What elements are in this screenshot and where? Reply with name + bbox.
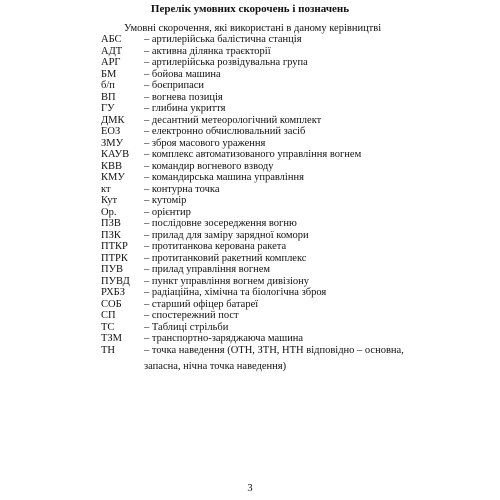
abbreviation-definition: – десантний метеорологічний комплект [144,114,322,126]
abbreviation-definition: – кутомір [144,195,187,206]
abbreviation-definition: – активна ділянка траєкторії [144,45,271,57]
page-number: 3 [247,483,253,494]
abbreviation-definition: – пункт управління вогнем дивізіону [144,275,310,287]
abbreviation-term: ПТРК [101,252,128,264]
abbreviation-row [101,345,431,375]
abbreviation-definition: – Таблиці стрільби [144,321,229,333]
page-title: Перелік умовних скорочень і позначень [150,3,350,15]
abbreviation-definition: – комплекс автоматизованого управління вогнем [144,149,362,160]
abbreviation-row [101,184,431,196]
abbreviation-term: СП [101,310,116,321]
abbreviation-row [101,34,431,46]
abbreviation-term: ПУВ [101,264,124,275]
abbreviation-row [101,172,431,184]
abbreviation-row [101,299,431,311]
abbreviation-row [101,126,431,138]
abbreviation-row [101,46,431,58]
abbreviation-row [101,310,431,322]
abbreviation-definition: – прилад для заміру зарядної комори [144,229,309,241]
abbreviation-definition: – артилерійська розвідувальна група [144,57,308,68]
abbreviation-definition: – точка наведення (ОТН, ЗТН, НТН відповідно – основна, запасна, нічна точка наведення) [144,344,404,372]
abbreviation-row [101,57,431,69]
abbreviation-definition: – спостережний пост [144,310,239,321]
abbreviation-row [101,264,431,276]
abbreviation-term: КВВ [101,160,123,172]
abbreviation-term: ПЗК [101,229,121,241]
abbreviation-definition: – зброя масового ураження [144,137,266,149]
abbreviation-term: ТС [101,321,115,333]
abbreviation-row [101,253,431,265]
abbreviation-row [101,241,431,253]
abbreviation-row [101,161,431,173]
abbreviation-term: КМУ [101,172,125,183]
abbreviation-term: ПУВД [101,275,130,287]
abbreviation-definition: – командир вогневого взводу [144,160,274,172]
abbreviation-row [101,218,431,230]
abbreviation-row [101,276,431,288]
abbreviation-definition: – вогнева позиція [144,91,223,103]
abbreviation-row [101,287,431,299]
abbreviation-definition: – контурна точка [144,183,220,195]
abbreviation-term: ЗМУ [101,137,124,149]
abbreviation-list [101,34,431,375]
abbreviation-term: ДМК [101,114,125,126]
abbreviation-term: Ор. [101,206,117,218]
abbreviation-term: ЕОЗ [101,126,121,137]
abbreviation-term: б/п [101,80,115,91]
abbreviation-definition: – електронно обчислювальний засіб [144,126,306,137]
abbreviation-term: РХБЗ [101,287,125,298]
abbreviation-row [101,80,431,92]
abbreviation-definition: – орієнтир [144,206,191,218]
abbreviation-definition: – послідовне зосередження вогню [144,218,297,229]
abbreviation-term: ГУ [101,103,115,114]
abbreviation-row [101,103,431,115]
abbreviation-term: ВП [101,91,116,103]
abbreviation-definition: – транспортно-заряджаюча машина [144,333,304,344]
abbreviation-term: СОБ [101,298,122,310]
abbreviation-term: Кут [101,195,118,206]
intro-text: Умовні скорочення, які використані в даному керівництві [124,23,382,34]
abbreviation-definition: – протитанковий ракетний комплекс [144,252,307,264]
abbreviation-term: кт [101,183,111,195]
abbreviation-term: ТН [101,344,115,356]
abbreviation-term: КАУВ [101,149,130,160]
abbreviation-row [101,207,431,219]
abbreviation-row [101,138,431,150]
abbreviation-term: ПЗВ [101,218,121,229]
abbreviation-definition: – артилерійська балістична станція [144,34,302,45]
abbreviation-definition: – командирська машина управління [144,172,304,183]
abbreviation-row [101,230,431,242]
abbreviation-term: АДТ [101,45,123,57]
abbreviation-row [101,149,431,161]
abbreviation-definition: – боєприпаси [144,80,205,91]
abbreviation-row [101,92,431,104]
abbreviation-row [101,322,431,334]
abbreviation-term: ПТКР [101,241,128,252]
abbreviation-definition: – протитанкова керована ракета [144,241,287,252]
abbreviation-definition: – бойова машина [144,68,221,80]
abbreviation-row [101,69,431,81]
abbreviation-row [101,115,431,127]
abbreviation-definition: – радіаційна, хімічна та біологічна зброя [144,287,327,298]
abbreviation-definition: – прилад управління вогнем [144,264,271,275]
abbreviation-definition: – старший офіцер батареї [144,298,259,310]
abbreviation-term: АРГ [101,57,121,68]
abbreviation-definition: – глибина укриття [144,103,226,114]
abbreviation-term: ТЗМ [101,333,123,344]
abbreviation-term: АБС [101,34,122,45]
abbreviation-term: БМ [101,68,117,80]
abbreviation-row [101,195,431,207]
